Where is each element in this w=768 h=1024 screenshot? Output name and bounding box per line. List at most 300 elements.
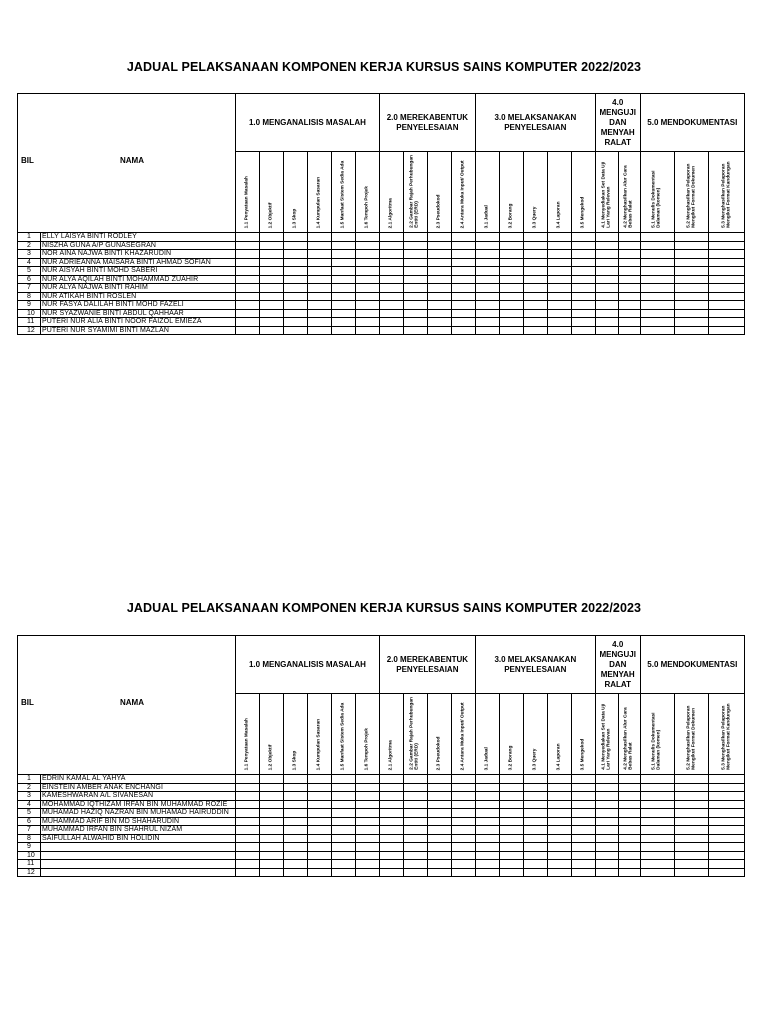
score-cell[interactable] [475, 318, 499, 327]
score-cell[interactable] [259, 318, 283, 327]
score-cell[interactable] [403, 241, 427, 250]
score-cell[interactable] [331, 783, 355, 792]
score-cell[interactable] [709, 241, 745, 250]
score-cell[interactable] [379, 860, 403, 869]
score-cell[interactable] [523, 860, 547, 869]
score-cell[interactable] [618, 250, 640, 259]
score-cell[interactable] [427, 275, 451, 284]
score-cell[interactable] [475, 843, 499, 852]
score-cell[interactable] [283, 284, 307, 293]
score-cell[interactable] [547, 868, 571, 877]
score-cell[interactable] [331, 868, 355, 877]
score-cell[interactable] [618, 851, 640, 860]
score-cell[interactable] [523, 834, 547, 843]
score-cell[interactable] [403, 843, 427, 852]
score-cell[interactable] [379, 834, 403, 843]
score-cell[interactable] [571, 318, 595, 327]
score-cell[interactable] [403, 834, 427, 843]
score-cell[interactable] [235, 783, 259, 792]
score-cell[interactable] [283, 783, 307, 792]
score-cell[interactable] [523, 292, 547, 301]
score-cell[interactable] [618, 800, 640, 809]
score-cell[interactable] [675, 318, 709, 327]
score-cell[interactable] [640, 817, 674, 826]
score-cell[interactable] [571, 258, 595, 267]
score-cell[interactable] [235, 800, 259, 809]
score-cell[interactable] [283, 775, 307, 784]
score-cell[interactable] [235, 868, 259, 877]
score-cell[interactable] [675, 292, 709, 301]
score-cell[interactable] [571, 301, 595, 310]
score-cell[interactable] [427, 783, 451, 792]
score-cell[interactable] [259, 860, 283, 869]
score-cell[interactable] [259, 851, 283, 860]
score-cell[interactable] [523, 792, 547, 801]
score-cell[interactable] [259, 783, 283, 792]
score-cell[interactable] [235, 284, 259, 293]
score-cell[interactable] [499, 843, 523, 852]
score-cell[interactable] [283, 258, 307, 267]
score-cell[interactable] [259, 292, 283, 301]
score-cell[interactable] [640, 326, 674, 335]
score-cell[interactable] [595, 275, 618, 284]
score-cell[interactable] [331, 843, 355, 852]
score-cell[interactable] [307, 826, 331, 835]
score-cell[interactable] [523, 275, 547, 284]
score-cell[interactable] [283, 851, 307, 860]
score-cell[interactable] [259, 309, 283, 318]
score-cell[interactable] [523, 301, 547, 310]
score-cell[interactable] [475, 258, 499, 267]
score-cell[interactable] [427, 775, 451, 784]
score-cell[interactable] [403, 826, 427, 835]
score-cell[interactable] [259, 809, 283, 818]
score-cell[interactable] [499, 292, 523, 301]
score-cell[interactable] [259, 250, 283, 259]
score-cell[interactable] [547, 809, 571, 818]
score-cell[interactable] [259, 868, 283, 877]
score-cell[interactable] [259, 792, 283, 801]
score-cell[interactable] [403, 860, 427, 869]
score-cell[interactable] [451, 775, 475, 784]
score-cell[interactable] [640, 275, 674, 284]
score-cell[interactable] [235, 250, 259, 259]
score-cell[interactable] [618, 301, 640, 310]
score-cell[interactable] [427, 868, 451, 877]
score-cell[interactable] [523, 783, 547, 792]
score-cell[interactable] [475, 826, 499, 835]
score-cell[interactable] [499, 800, 523, 809]
score-cell[interactable] [451, 800, 475, 809]
score-cell[interactable] [709, 267, 745, 276]
score-cell[interactable] [355, 868, 379, 877]
score-cell[interactable] [499, 275, 523, 284]
score-cell[interactable] [427, 843, 451, 852]
score-cell[interactable] [427, 241, 451, 250]
score-cell[interactable] [331, 792, 355, 801]
score-cell[interactable] [523, 851, 547, 860]
score-cell[interactable] [403, 309, 427, 318]
score-cell[interactable] [640, 309, 674, 318]
score-cell[interactable] [499, 309, 523, 318]
score-cell[interactable] [675, 250, 709, 259]
score-cell[interactable] [640, 783, 674, 792]
score-cell[interactable] [523, 326, 547, 335]
score-cell[interactable] [709, 233, 745, 242]
score-cell[interactable] [355, 309, 379, 318]
score-cell[interactable] [709, 843, 745, 852]
score-cell[interactable] [547, 309, 571, 318]
score-cell[interactable] [451, 826, 475, 835]
score-cell[interactable] [331, 233, 355, 242]
score-cell[interactable] [355, 318, 379, 327]
score-cell[interactable] [595, 860, 618, 869]
score-cell[interactable] [235, 843, 259, 852]
score-cell[interactable] [571, 241, 595, 250]
score-cell[interactable] [331, 241, 355, 250]
score-cell[interactable] [331, 267, 355, 276]
score-cell[interactable] [379, 292, 403, 301]
score-cell[interactable] [331, 318, 355, 327]
score-cell[interactable] [355, 851, 379, 860]
score-cell[interactable] [451, 301, 475, 310]
score-cell[interactable] [235, 267, 259, 276]
score-cell[interactable] [675, 800, 709, 809]
score-cell[interactable] [283, 292, 307, 301]
score-cell[interactable] [355, 775, 379, 784]
score-cell[interactable] [427, 326, 451, 335]
score-cell[interactable] [675, 267, 709, 276]
score-cell[interactable] [595, 817, 618, 826]
score-cell[interactable] [427, 792, 451, 801]
score-cell[interactable] [451, 809, 475, 818]
score-cell[interactable] [595, 309, 618, 318]
score-cell[interactable] [259, 843, 283, 852]
score-cell[interactable] [307, 800, 331, 809]
score-cell[interactable] [571, 851, 595, 860]
score-cell[interactable] [307, 817, 331, 826]
score-cell[interactable] [283, 834, 307, 843]
score-cell[interactable] [523, 241, 547, 250]
score-cell[interactable] [640, 318, 674, 327]
score-cell[interactable] [427, 318, 451, 327]
score-cell[interactable] [499, 860, 523, 869]
score-cell[interactable] [523, 309, 547, 318]
score-cell[interactable] [403, 258, 427, 267]
score-cell[interactable] [379, 275, 403, 284]
score-cell[interactable] [307, 783, 331, 792]
score-cell[interactable] [547, 250, 571, 259]
score-cell[interactable] [547, 800, 571, 809]
score-cell[interactable] [307, 318, 331, 327]
score-cell[interactable] [427, 250, 451, 259]
score-cell[interactable] [427, 800, 451, 809]
score-cell[interactable] [475, 809, 499, 818]
score-cell[interactable] [307, 267, 331, 276]
score-cell[interactable] [547, 860, 571, 869]
score-cell[interactable] [307, 775, 331, 784]
score-cell[interactable] [283, 309, 307, 318]
score-cell[interactable] [499, 792, 523, 801]
score-cell[interactable] [403, 783, 427, 792]
score-cell[interactable] [523, 267, 547, 276]
score-cell[interactable] [331, 809, 355, 818]
score-cell[interactable] [475, 267, 499, 276]
score-cell[interactable] [547, 258, 571, 267]
score-cell[interactable] [379, 301, 403, 310]
score-cell[interactable] [675, 860, 709, 869]
score-cell[interactable] [595, 783, 618, 792]
score-cell[interactable] [235, 309, 259, 318]
score-cell[interactable] [709, 318, 745, 327]
score-cell[interactable] [675, 817, 709, 826]
score-cell[interactable] [475, 800, 499, 809]
score-cell[interactable] [618, 241, 640, 250]
score-cell[interactable] [640, 233, 674, 242]
score-cell[interactable] [675, 258, 709, 267]
score-cell[interactable] [403, 318, 427, 327]
score-cell[interactable] [451, 851, 475, 860]
score-cell[interactable] [403, 301, 427, 310]
score-cell[interactable] [379, 809, 403, 818]
score-cell[interactable] [307, 250, 331, 259]
score-cell[interactable] [709, 275, 745, 284]
score-cell[interactable] [331, 301, 355, 310]
score-cell[interactable] [595, 775, 618, 784]
score-cell[interactable] [283, 826, 307, 835]
score-cell[interactable] [618, 267, 640, 276]
score-cell[interactable] [331, 292, 355, 301]
score-cell[interactable] [595, 809, 618, 818]
score-cell[interactable] [595, 267, 618, 276]
score-cell[interactable] [547, 792, 571, 801]
score-cell[interactable] [283, 318, 307, 327]
score-cell[interactable] [427, 258, 451, 267]
score-cell[interactable] [379, 783, 403, 792]
score-cell[interactable] [427, 292, 451, 301]
score-cell[interactable] [307, 309, 331, 318]
score-cell[interactable] [355, 267, 379, 276]
score-cell[interactable] [307, 868, 331, 877]
score-cell[interactable] [675, 233, 709, 242]
score-cell[interactable] [709, 258, 745, 267]
score-cell[interactable] [259, 326, 283, 335]
score-cell[interactable] [355, 292, 379, 301]
score-cell[interactable] [307, 233, 331, 242]
score-cell[interactable] [403, 284, 427, 293]
score-cell[interactable] [675, 826, 709, 835]
score-cell[interactable] [379, 267, 403, 276]
score-cell[interactable] [307, 284, 331, 293]
score-cell[interactable] [259, 267, 283, 276]
score-cell[interactable] [640, 834, 674, 843]
score-cell[interactable] [618, 809, 640, 818]
score-cell[interactable] [547, 241, 571, 250]
score-cell[interactable] [283, 241, 307, 250]
score-cell[interactable] [331, 834, 355, 843]
score-cell[interactable] [475, 834, 499, 843]
score-cell[interactable] [379, 309, 403, 318]
score-cell[interactable] [403, 250, 427, 259]
score-cell[interactable] [475, 783, 499, 792]
score-cell[interactable] [331, 284, 355, 293]
score-cell[interactable] [259, 834, 283, 843]
score-cell[interactable] [403, 292, 427, 301]
score-cell[interactable] [675, 834, 709, 843]
score-cell[interactable] [403, 326, 427, 335]
score-cell[interactable] [427, 233, 451, 242]
score-cell[interactable] [283, 792, 307, 801]
score-cell[interactable] [709, 809, 745, 818]
score-cell[interactable] [475, 792, 499, 801]
score-cell[interactable] [499, 233, 523, 242]
score-cell[interactable] [331, 326, 355, 335]
score-cell[interactable] [640, 826, 674, 835]
score-cell[interactable] [595, 301, 618, 310]
score-cell[interactable] [675, 809, 709, 818]
score-cell[interactable] [451, 868, 475, 877]
score-cell[interactable] [427, 851, 451, 860]
score-cell[interactable] [235, 292, 259, 301]
score-cell[interactable] [640, 868, 674, 877]
score-cell[interactable] [709, 826, 745, 835]
score-cell[interactable] [595, 241, 618, 250]
score-cell[interactable] [235, 809, 259, 818]
score-cell[interactable] [355, 326, 379, 335]
score-cell[interactable] [403, 851, 427, 860]
score-cell[interactable] [403, 233, 427, 242]
score-cell[interactable] [499, 258, 523, 267]
score-cell[interactable] [235, 826, 259, 835]
score-cell[interactable] [595, 250, 618, 259]
score-cell[interactable] [235, 258, 259, 267]
score-cell[interactable] [355, 792, 379, 801]
score-cell[interactable] [307, 843, 331, 852]
score-cell[interactable] [523, 843, 547, 852]
score-cell[interactable] [595, 834, 618, 843]
score-cell[interactable] [451, 267, 475, 276]
score-cell[interactable] [283, 843, 307, 852]
score-cell[interactable] [618, 817, 640, 826]
score-cell[interactable] [618, 318, 640, 327]
score-cell[interactable] [475, 241, 499, 250]
score-cell[interactable] [675, 851, 709, 860]
score-cell[interactable] [451, 250, 475, 259]
score-cell[interactable] [640, 809, 674, 818]
score-cell[interactable] [355, 826, 379, 835]
score-cell[interactable] [427, 301, 451, 310]
score-cell[interactable] [618, 258, 640, 267]
score-cell[interactable] [571, 817, 595, 826]
score-cell[interactable] [547, 817, 571, 826]
score-cell[interactable] [283, 800, 307, 809]
score-cell[interactable] [451, 326, 475, 335]
score-cell[interactable] [355, 817, 379, 826]
score-cell[interactable] [595, 326, 618, 335]
score-cell[interactable] [403, 868, 427, 877]
score-cell[interactable] [499, 301, 523, 310]
score-cell[interactable] [523, 868, 547, 877]
score-cell[interactable] [618, 826, 640, 835]
score-cell[interactable] [595, 826, 618, 835]
score-cell[interactable] [571, 809, 595, 818]
score-cell[interactable] [618, 233, 640, 242]
score-cell[interactable] [640, 284, 674, 293]
score-cell[interactable] [571, 250, 595, 259]
score-cell[interactable] [403, 775, 427, 784]
score-cell[interactable] [709, 250, 745, 259]
score-cell[interactable] [379, 826, 403, 835]
score-cell[interactable] [547, 843, 571, 852]
score-cell[interactable] [571, 275, 595, 284]
score-cell[interactable] [235, 851, 259, 860]
score-cell[interactable] [259, 233, 283, 242]
score-cell[interactable] [523, 250, 547, 259]
score-cell[interactable] [331, 860, 355, 869]
score-cell[interactable] [640, 301, 674, 310]
score-cell[interactable] [379, 241, 403, 250]
score-cell[interactable] [379, 851, 403, 860]
score-cell[interactable] [451, 233, 475, 242]
score-cell[interactable] [379, 233, 403, 242]
score-cell[interactable] [235, 792, 259, 801]
score-cell[interactable] [595, 258, 618, 267]
score-cell[interactable] [451, 258, 475, 267]
score-cell[interactable] [547, 284, 571, 293]
score-cell[interactable] [379, 868, 403, 877]
score-cell[interactable] [235, 834, 259, 843]
score-cell[interactable] [427, 834, 451, 843]
score-cell[interactable] [307, 301, 331, 310]
score-cell[interactable] [403, 275, 427, 284]
score-cell[interactable] [675, 301, 709, 310]
score-cell[interactable] [259, 775, 283, 784]
score-cell[interactable] [571, 326, 595, 335]
score-cell[interactable] [427, 267, 451, 276]
score-cell[interactable] [571, 267, 595, 276]
score-cell[interactable] [451, 241, 475, 250]
score-cell[interactable] [709, 775, 745, 784]
score-cell[interactable] [709, 783, 745, 792]
score-cell[interactable] [379, 792, 403, 801]
score-cell[interactable] [379, 843, 403, 852]
score-cell[interactable] [618, 326, 640, 335]
score-cell[interactable] [499, 241, 523, 250]
score-cell[interactable] [640, 241, 674, 250]
score-cell[interactable] [235, 318, 259, 327]
score-cell[interactable] [523, 318, 547, 327]
score-cell[interactable] [475, 233, 499, 242]
score-cell[interactable] [499, 318, 523, 327]
score-cell[interactable] [499, 250, 523, 259]
score-cell[interactable] [451, 284, 475, 293]
score-cell[interactable] [451, 817, 475, 826]
score-cell[interactable] [235, 241, 259, 250]
score-cell[interactable] [618, 775, 640, 784]
score-cell[interactable] [595, 843, 618, 852]
score-cell[interactable] [283, 326, 307, 335]
score-cell[interactable] [571, 775, 595, 784]
score-cell[interactable] [235, 275, 259, 284]
score-cell[interactable] [283, 301, 307, 310]
score-cell[interactable] [595, 800, 618, 809]
score-cell[interactable] [547, 267, 571, 276]
score-cell[interactable] [355, 233, 379, 242]
score-cell[interactable] [618, 792, 640, 801]
score-cell[interactable] [427, 826, 451, 835]
score-cell[interactable] [618, 309, 640, 318]
score-cell[interactable] [283, 250, 307, 259]
